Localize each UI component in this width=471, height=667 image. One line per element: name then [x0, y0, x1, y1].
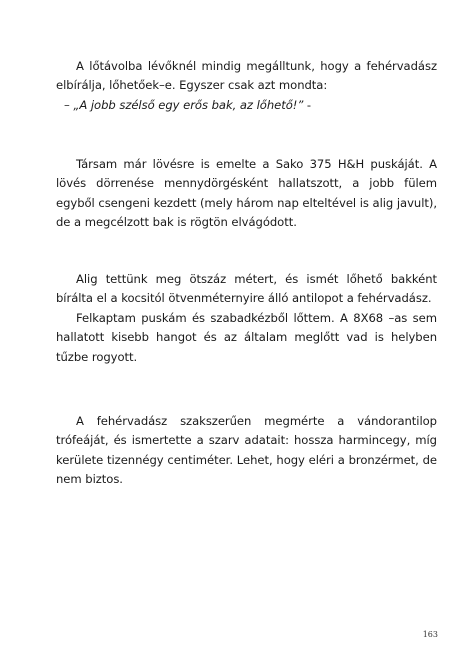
paragraph-1 [56, 57, 437, 115]
quote-line [56, 96, 437, 115]
quote-text: – „A jobb szélső egy erős bak, az lőhető!” [64, 97, 304, 112]
paragraph-2-text: Társam már lövésre is emelte a Sako 375 H&H puskáját. A lövés dörrenése mennydörgésként hallatszott, a jobb fülem egyből csengeni kezdett (mely három nap elteltével is alig javult), de a megcélzott bak is rögtön elvágódott. [56, 157, 437, 230]
paragraph-2 [56, 155, 437, 233]
page-number: 163 [422, 630, 438, 639]
paragraph-5-text: A fehérvadász szakszerűen megmérte a vándorantilop trófeáját, és ismertette a szarv adatait: hossza harmincegy, míg kerülete tizennégy centiméter. Lehet, hogy eléri a bronzérmet, de nem biztos. [56, 414, 437, 487]
paragraph-3 [56, 270, 437, 367]
paragraph-3-text: Alig tettünk meg ötszáz métert, és ismét lőhető bakként bírálta el a kocsitól ötvenméternyire álló antilopot a fehérvadász. [56, 272, 437, 306]
paragraph-1-text: A lőtávolba lévőknél mindig megálltunk, hogy a fehérvadász elbírálja, lőhetőek–e. Egyszer csak azt mondta: [56, 59, 437, 93]
paragraph-5 [56, 412, 437, 490]
quote-tail: - [303, 97, 312, 112]
paragraph-4-text: Felkaptam puskám és szabadkézből lőttem. A 8X68 –as sem hallatott kisebb hangot és az általam meglőtt vad is helyben tűzbe rogyott. [56, 310, 437, 364]
